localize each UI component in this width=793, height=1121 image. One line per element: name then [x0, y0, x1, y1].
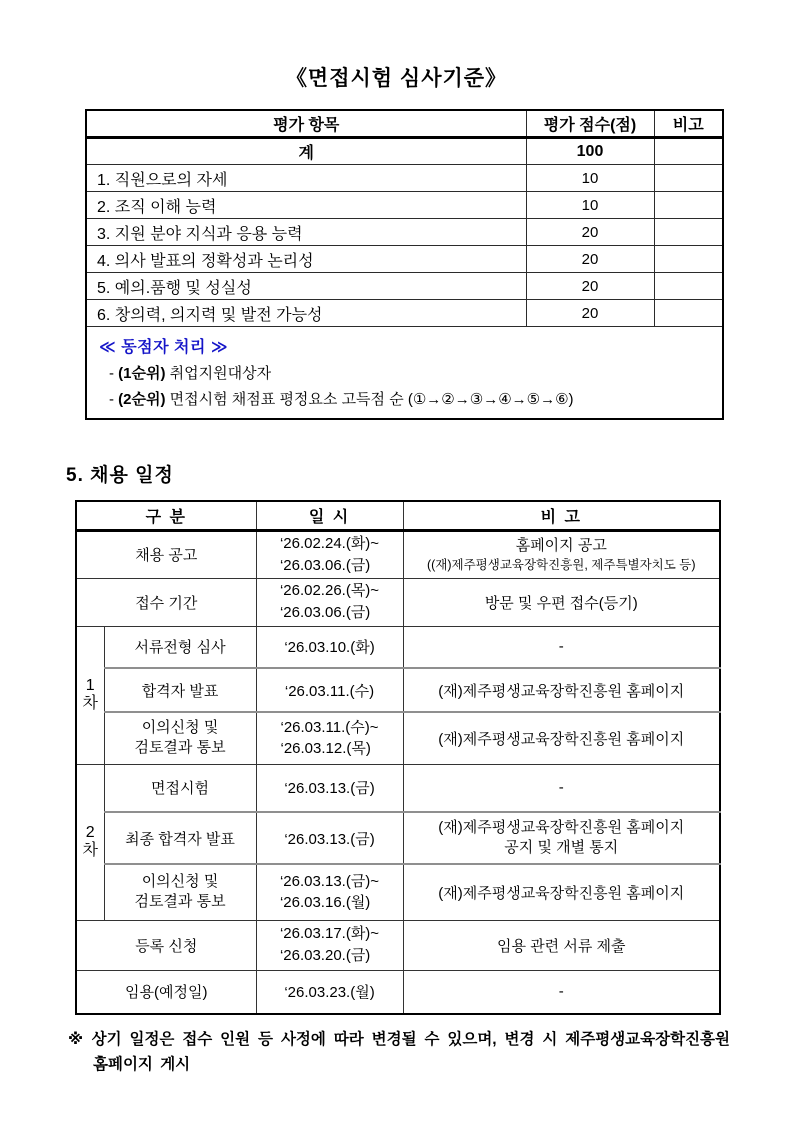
schedule-item: 접수 기간: [76, 578, 256, 626]
schedule-item: 임용(예정일): [76, 970, 256, 1014]
schedule-note: -: [403, 626, 720, 668]
schedule-item: 이의신청 및 검토결과 통보: [104, 864, 256, 920]
tiebreak-text: 취업지원대상자: [169, 365, 272, 382]
schedule-header-row: [76, 501, 720, 530]
tiebreak-dash: -: [109, 391, 114, 408]
schedule-row-objection-1: [76, 712, 720, 764]
tiebreak-rank: (1순위): [118, 365, 166, 382]
footnote: ※ 상기 일정은 접수 인원 등 사정에 따라 변경될 수 있으며, 변경 시 제주평생교육장학진흥원 홈페이지 게시: [68, 1031, 730, 1073]
schedule-date: ‘26.03.11.(수)~ ‘26.03.12.(목): [256, 712, 403, 764]
criteria-header-note: 비고: [654, 110, 723, 138]
schedule-note: -: [403, 764, 720, 812]
criteria-row: [86, 219, 723, 246]
schedule-date: ‘26.02.24.(화)~ ‘26.03.06.(금): [256, 530, 403, 578]
criteria-note: [654, 192, 723, 219]
criteria-label: 2. 조직 이해 능력: [86, 192, 526, 219]
tiebreak-text: 면접시험 채점표 평정요소 고득점 순 (①→②→③→④→⑤→⑥): [169, 391, 574, 408]
criteria-score: 20: [526, 219, 654, 246]
schedule-row-announcement: [76, 530, 720, 578]
criteria-label: 6. 창의력, 의지력 및 발전 가능성: [86, 300, 526, 327]
schedule-header-category: 구 분: [76, 501, 256, 530]
schedule-note: 홈페이지 공고 ((재)제주평생교육장학진흥원, 제주특별자치도 등): [403, 530, 720, 578]
criteria-score: 20: [526, 273, 654, 300]
criteria-row: [86, 246, 723, 273]
schedule-row-registration: [76, 920, 720, 970]
schedule-note: (재)제주평생교육장학진흥원 홈페이지 공지 및 개별 통지: [403, 812, 720, 864]
page-title: 《면접시험 심사기준》: [285, 67, 508, 90]
schedule-note: 방문 및 우편 접수(등기): [403, 578, 720, 626]
tiebreak-item: [99, 362, 710, 383]
schedule-note: 임용 관련 서류 제출: [403, 920, 720, 970]
schedule-note: (재)제주평생교육장학진흥원 홈페이지: [403, 668, 720, 712]
criteria-header-row: [86, 110, 723, 138]
schedule-row-final-pass: [76, 812, 720, 864]
tiebreak-cell: [86, 327, 723, 420]
schedule-header-datetime: 일 시: [256, 501, 403, 530]
tiebreak-heading: ≪ 동점자 처리 ≫: [99, 339, 229, 356]
schedule-row-pass-announcement: [76, 668, 720, 712]
stage-label-1: 1 차: [76, 626, 104, 764]
schedule-item: 합격자 발표: [104, 668, 256, 712]
criteria-row: [86, 192, 723, 219]
schedule-note: (재)제주평생교육장학진흥원 홈페이지: [403, 712, 720, 764]
criteria-total-note: [654, 138, 723, 165]
section-heading: 5. 채용 일정: [66, 465, 174, 486]
criteria-score: 10: [526, 192, 654, 219]
schedule-note: (재)제주평생교육장학진흥원 홈페이지: [403, 864, 720, 920]
criteria-header-item: 평가 항목: [86, 110, 526, 138]
schedule-date: ‘26.03.10.(화): [256, 626, 403, 668]
schedule-row-appointment: [76, 970, 720, 1014]
schedule-row-application-period: [76, 578, 720, 626]
criteria-note: [654, 165, 723, 192]
criteria-row: [86, 300, 723, 327]
criteria-row: [86, 273, 723, 300]
schedule-item: 채용 공고: [76, 530, 256, 578]
tiebreak-item: [99, 388, 710, 409]
criteria-note: [654, 246, 723, 273]
criteria-total-score: 100: [526, 138, 654, 165]
schedule-date: ‘26.03.23.(월): [256, 970, 403, 1014]
schedule-date: ‘26.03.13.(금): [256, 764, 403, 812]
tiebreak-row: [86, 327, 723, 420]
criteria-label: 1. 직원으로의 자세: [86, 165, 526, 192]
schedule-date: ‘26.03.13.(금): [256, 812, 403, 864]
criteria-note: [654, 273, 723, 300]
criteria-total-row: [86, 138, 723, 165]
tiebreak-rank: (2순위): [118, 391, 166, 408]
schedule-row-document-screening: [76, 626, 720, 668]
criteria-table: [85, 109, 724, 420]
schedule-header-note: 비 고: [403, 501, 720, 530]
schedule-item: 서류전형 심사: [104, 626, 256, 668]
criteria-score: 20: [526, 300, 654, 327]
schedule-date: ‘26.03.11.(수): [256, 668, 403, 712]
criteria-total-label: 계: [86, 138, 526, 165]
tiebreak-dash: -: [109, 365, 114, 382]
schedule-row-interview: [76, 764, 720, 812]
criteria-header-score: 평가 점수(점): [526, 110, 654, 138]
schedule-item: 최종 합격자 발표: [104, 812, 256, 864]
schedule-item: 등록 신청: [76, 920, 256, 970]
schedule-item: 이의신청 및 검토결과 통보: [104, 712, 256, 764]
schedule-item: 면접시험: [104, 764, 256, 812]
criteria-label: 3. 지원 분야 지식과 응용 능력: [86, 219, 526, 246]
criteria-score: 20: [526, 246, 654, 273]
schedule-date: ‘26.02.26.(목)~ ‘26.03.06.(금): [256, 578, 403, 626]
schedule-date: ‘26.03.17.(화)~ ‘26.03.20.(금): [256, 920, 403, 970]
criteria-score: 10: [526, 165, 654, 192]
schedule-row-objection-2: [76, 864, 720, 920]
stage-label-2: 2 차: [76, 764, 104, 920]
schedule-date: ‘26.03.13.(금)~ ‘26.03.16.(월): [256, 864, 403, 920]
criteria-label: 5. 예의.품행 및 성실성: [86, 273, 526, 300]
criteria-label: 4. 의사 발표의 정확성과 논리성: [86, 246, 526, 273]
criteria-note: [654, 300, 723, 327]
criteria-note: [654, 219, 723, 246]
criteria-row: [86, 165, 723, 192]
schedule-table: [75, 500, 721, 1015]
schedule-note: -: [403, 970, 720, 1014]
